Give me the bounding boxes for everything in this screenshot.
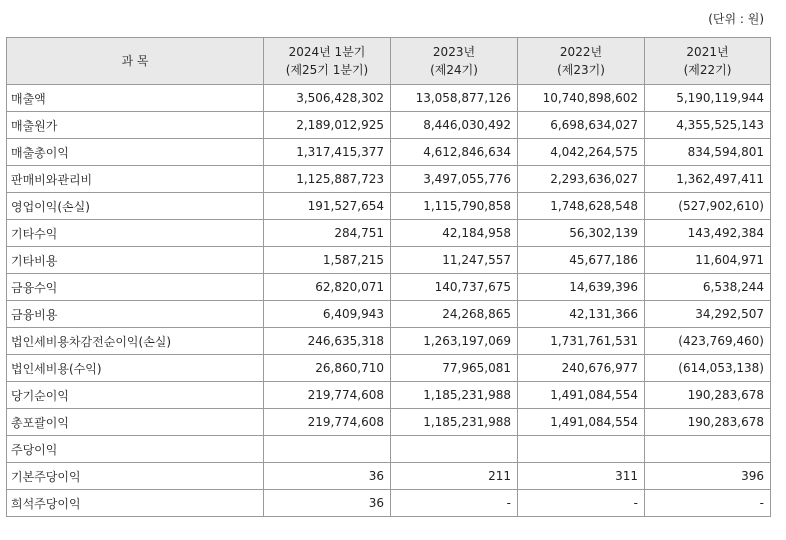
value-cell: 6,538,244 bbox=[645, 274, 771, 301]
table-row bbox=[7, 247, 771, 274]
value-cell: 2,189,012,925 bbox=[264, 112, 391, 139]
value-cell: 3,497,055,776 bbox=[391, 166, 518, 193]
value-cell bbox=[645, 436, 771, 463]
value-cell: 24,268,865 bbox=[391, 301, 518, 328]
value-cell bbox=[518, 436, 645, 463]
value-cell: (423,769,460) bbox=[645, 328, 771, 355]
value-cell: 8,446,030,492 bbox=[391, 112, 518, 139]
value-cell: (527,902,610) bbox=[645, 193, 771, 220]
value-cell: 1,317,415,377 bbox=[264, 139, 391, 166]
row-label: 기타수익 bbox=[7, 220, 264, 247]
value-cell: - bbox=[391, 490, 518, 517]
value-cell: 13,058,877,126 bbox=[391, 85, 518, 112]
value-cell: 62,820,071 bbox=[264, 274, 391, 301]
value-cell: 1,263,197,069 bbox=[391, 328, 518, 355]
value-cell: 1,748,628,548 bbox=[518, 193, 645, 220]
period-year: 2023년 bbox=[432, 45, 476, 59]
period-header bbox=[264, 38, 391, 85]
table-row bbox=[7, 112, 771, 139]
value-cell: 4,042,264,575 bbox=[518, 139, 645, 166]
table-row bbox=[7, 463, 771, 490]
table-row bbox=[7, 355, 771, 382]
value-cell: 36 bbox=[264, 490, 391, 517]
period-header bbox=[518, 38, 645, 85]
value-cell: 45,677,186 bbox=[518, 247, 645, 274]
period-year: 2022년 bbox=[559, 45, 603, 59]
value-cell: 11,247,557 bbox=[391, 247, 518, 274]
value-cell: 34,292,507 bbox=[645, 301, 771, 328]
row-label: 매출원가 bbox=[7, 112, 264, 139]
row-label: 희석주당이익 bbox=[7, 490, 264, 517]
row-label: 기본주당이익 bbox=[7, 463, 264, 490]
value-cell: 6,698,634,027 bbox=[518, 112, 645, 139]
value-cell: 1,185,231,988 bbox=[391, 409, 518, 436]
value-cell bbox=[264, 436, 391, 463]
period-term: (제25기 1분기) bbox=[285, 63, 369, 77]
value-cell: 140,737,675 bbox=[391, 274, 518, 301]
period-term: (제24기) bbox=[430, 63, 478, 77]
value-cell: 143,492,384 bbox=[645, 220, 771, 247]
value-cell: 77,965,081 bbox=[391, 355, 518, 382]
row-label: 매출총이익 bbox=[7, 139, 264, 166]
period-header bbox=[645, 38, 771, 85]
value-cell: 191,527,654 bbox=[264, 193, 391, 220]
table-row bbox=[7, 166, 771, 193]
value-cell: 11,604,971 bbox=[645, 247, 771, 274]
value-cell: 311 bbox=[518, 463, 645, 490]
value-cell: 5,190,119,944 bbox=[645, 85, 771, 112]
value-cell: 36 bbox=[264, 463, 391, 490]
value-cell: 10,740,898,602 bbox=[518, 85, 645, 112]
table-row bbox=[7, 220, 771, 247]
period-term: (제22기) bbox=[683, 63, 732, 77]
value-cell: 26,860,710 bbox=[264, 355, 391, 382]
row-label: 총포괄이익 bbox=[7, 409, 264, 436]
table-row bbox=[7, 409, 771, 436]
value-cell: 219,774,608 bbox=[264, 409, 391, 436]
period-term: (제23기) bbox=[557, 63, 605, 77]
row-label: 매출액 bbox=[7, 85, 264, 112]
value-cell: 42,184,958 bbox=[391, 220, 518, 247]
value-cell: 1,125,887,723 bbox=[264, 166, 391, 193]
value-cell: 190,283,678 bbox=[645, 409, 771, 436]
period-year: 2024년 1분기 bbox=[288, 45, 366, 59]
value-cell: 190,283,678 bbox=[645, 382, 771, 409]
table-row bbox=[7, 85, 771, 112]
row-label: 기타비용 bbox=[7, 247, 264, 274]
table-row bbox=[7, 301, 771, 328]
value-cell: 219,774,608 bbox=[264, 382, 391, 409]
value-cell: 240,676,977 bbox=[518, 355, 645, 382]
row-label: 법인세비용(수익) bbox=[7, 355, 264, 382]
value-cell: 6,409,943 bbox=[264, 301, 391, 328]
unit-label: (단위 : 원) bbox=[708, 12, 764, 26]
value-cell: 14,639,396 bbox=[518, 274, 645, 301]
table-row bbox=[7, 274, 771, 301]
period-year: 2021년 bbox=[686, 45, 729, 59]
period-header bbox=[391, 38, 518, 85]
value-cell: 42,131,366 bbox=[518, 301, 645, 328]
value-cell: 284,751 bbox=[264, 220, 391, 247]
value-cell: 211 bbox=[391, 463, 518, 490]
value-cell: 4,612,846,634 bbox=[391, 139, 518, 166]
income-statement-table bbox=[6, 37, 771, 517]
value-cell: 1,115,790,858 bbox=[391, 193, 518, 220]
value-cell: 834,594,801 bbox=[645, 139, 771, 166]
table-row bbox=[7, 193, 771, 220]
value-cell: 1,362,497,411 bbox=[645, 166, 771, 193]
value-cell: 1,491,084,554 bbox=[518, 382, 645, 409]
value-cell: - bbox=[518, 490, 645, 517]
row-label: 당기순이익 bbox=[7, 382, 264, 409]
row-label: 영업이익(손실) bbox=[7, 193, 264, 220]
account-header: 과 목 bbox=[7, 38, 264, 85]
value-cell: 396 bbox=[645, 463, 771, 490]
row-label: 금융수익 bbox=[7, 274, 264, 301]
header-row bbox=[7, 38, 771, 85]
value-cell: 3,506,428,302 bbox=[264, 85, 391, 112]
value-cell: 4,355,525,143 bbox=[645, 112, 771, 139]
table-row bbox=[7, 490, 771, 517]
row-label: 주당이익 bbox=[7, 436, 264, 463]
value-cell: 1,185,231,988 bbox=[391, 382, 518, 409]
row-label: 금융비용 bbox=[7, 301, 264, 328]
value-cell: (614,053,138) bbox=[645, 355, 771, 382]
value-cell: 1,491,084,554 bbox=[518, 409, 645, 436]
value-cell: 2,293,636,027 bbox=[518, 166, 645, 193]
value-cell bbox=[391, 436, 518, 463]
value-cell: 56,302,139 bbox=[518, 220, 645, 247]
table-row bbox=[7, 382, 771, 409]
table-row bbox=[7, 436, 771, 463]
table-row bbox=[7, 328, 771, 355]
value-cell: 1,587,215 bbox=[264, 247, 391, 274]
row-label: 판매비와관리비 bbox=[7, 166, 264, 193]
value-cell: - bbox=[645, 490, 771, 517]
row-label: 법인세비용차감전순이익(손실) bbox=[7, 328, 264, 355]
table-row bbox=[7, 139, 771, 166]
value-cell: 1,731,761,531 bbox=[518, 328, 645, 355]
value-cell: 246,635,318 bbox=[264, 328, 391, 355]
